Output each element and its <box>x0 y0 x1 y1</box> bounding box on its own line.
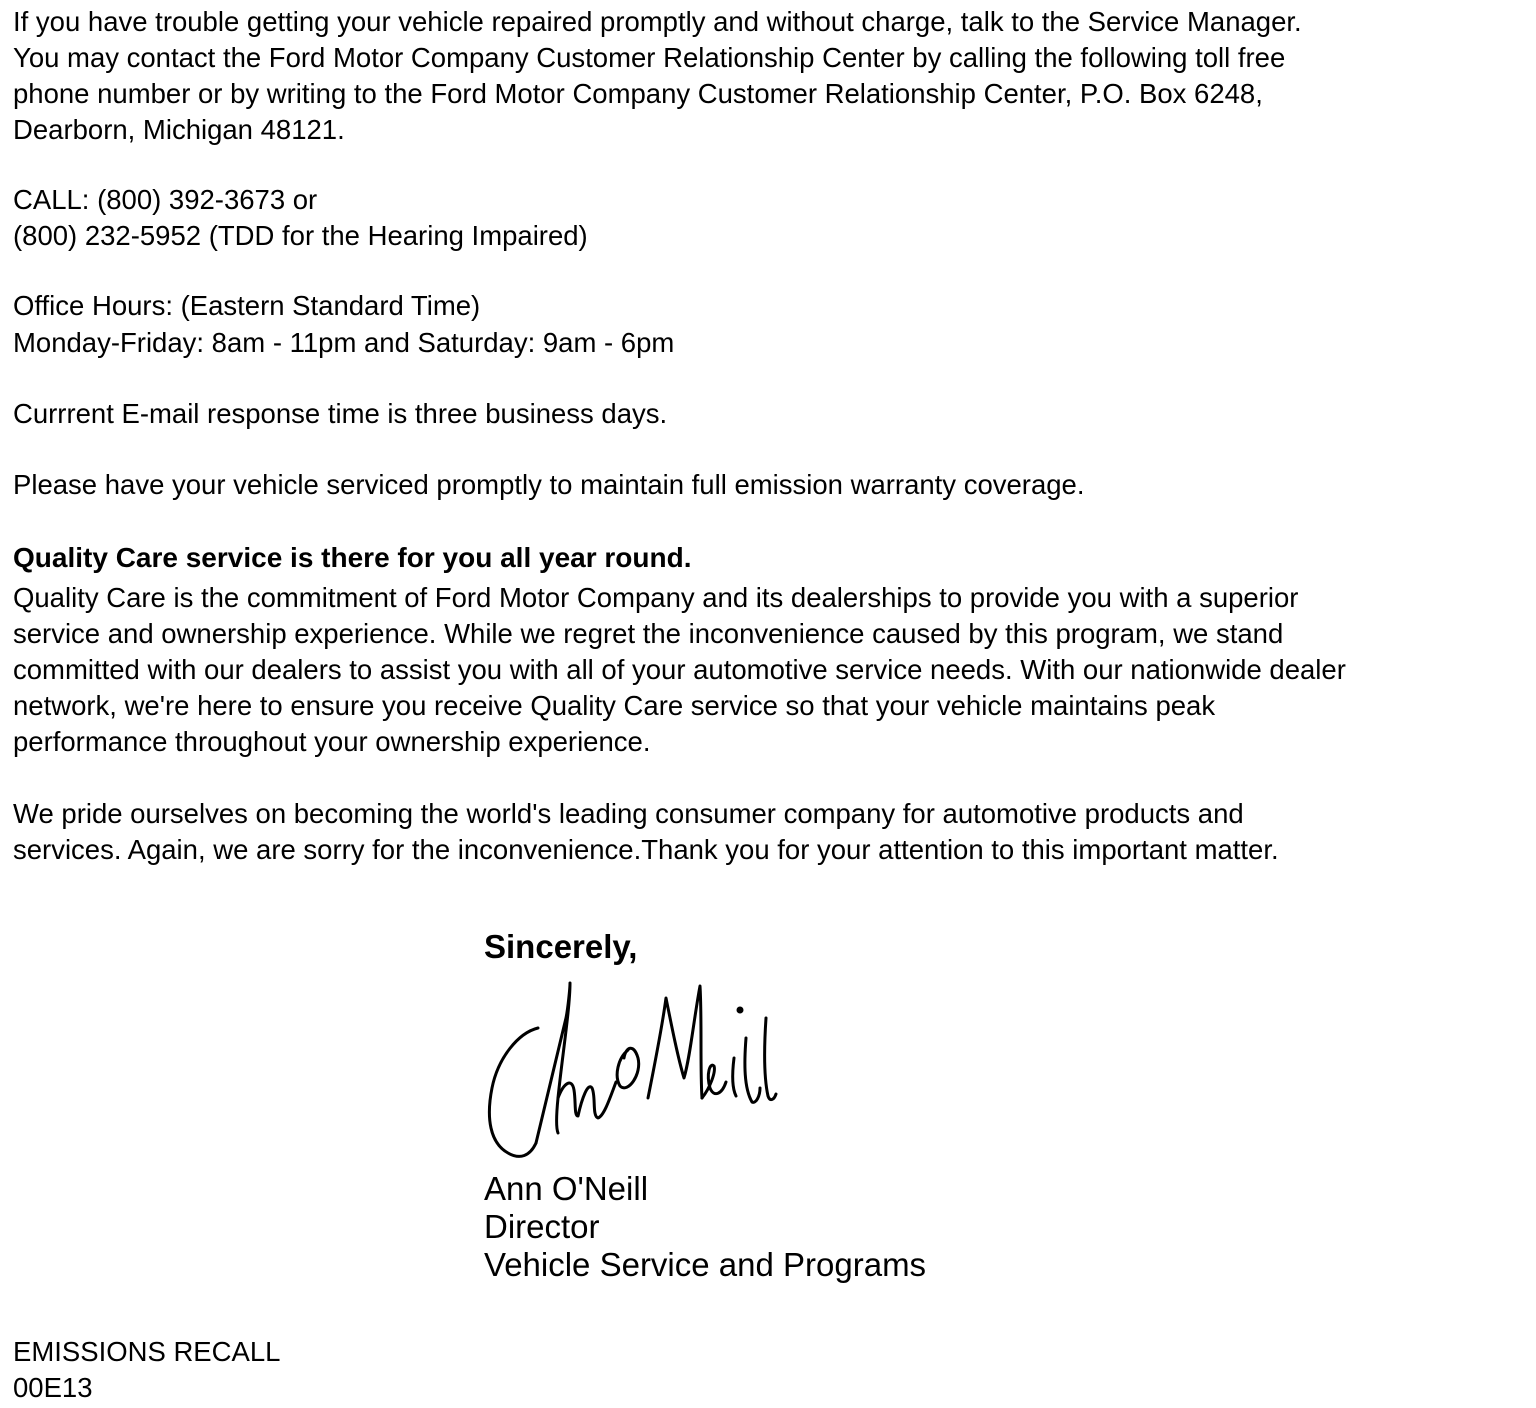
call-phone-number: CALL: (800) 392-3673 or <box>13 184 318 215</box>
service-reminder: Please have your vehicle serviced promptly to maintain full emission warranty coverage. <box>13 469 1085 500</box>
signer-department: Vehicle Service and Programs <box>484 1246 927 1283</box>
recall-code: 00E13 <box>13 1372 93 1403</box>
quality-care-heading: Quality Care service is there for you all year round. <box>13 542 692 573</box>
office-hours-label: Office Hours: (Eastern Standard Time) <box>13 290 481 321</box>
signer-title: Director <box>484 1208 600 1245</box>
contact-paragraph-line: Dearborn, Michigan 48121. <box>13 114 345 145</box>
handwritten-signature <box>478 978 788 1168</box>
quality-care-line: performance throughout your ownership experience. <box>13 726 651 757</box>
tdd-phone-number: (800) 232-5952 (TDD for the Hearing Impaired) <box>13 220 588 251</box>
closing-paragraph-line: We pride ourselves on becoming the world's leading consumer company for automotive products and <box>13 798 1244 829</box>
contact-paragraph-line: You may contact the Ford Motor Company Customer Relationship Center by calling the following toll free <box>13 42 1286 73</box>
quality-care-line: network, we're here to ensure you receive Quality Care service so that your vehicle maintains peak <box>13 690 1216 721</box>
office-hours-value: Monday-Friday: 8am - 11pm and Saturday: 9am - 6pm <box>13 327 675 358</box>
salutation: Sincerely, <box>484 928 638 965</box>
quality-care-line: committed with our dealers to assist you with all of your automotive service needs. With our nationwide dealer <box>13 654 1346 685</box>
closing-paragraph-line: services. Again, we are sorry for the inconvenience.Thank you for your attention to this important matter. <box>13 834 1279 865</box>
recall-label: EMISSIONS RECALL <box>13 1336 281 1367</box>
quality-care-line: Quality Care is the commitment of Ford Motor Company and its dealerships to provide you with a superior <box>13 582 1299 613</box>
email-response-time: Currrent E-mail response time is three business days. <box>13 398 668 429</box>
contact-paragraph-line: If you have trouble getting your vehicle repaired promptly and without charge, talk to the Service Manager. <box>13 6 1302 37</box>
quality-care-line: service and ownership experience. While we regret the inconvenience caused by this program, we stand <box>13 618 1284 649</box>
signer-name: Ann O'Neill <box>484 1170 649 1207</box>
contact-paragraph-line: phone number or by writing to the Ford Motor Company Customer Relationship Center, P.O. Box 6248, <box>13 78 1263 109</box>
